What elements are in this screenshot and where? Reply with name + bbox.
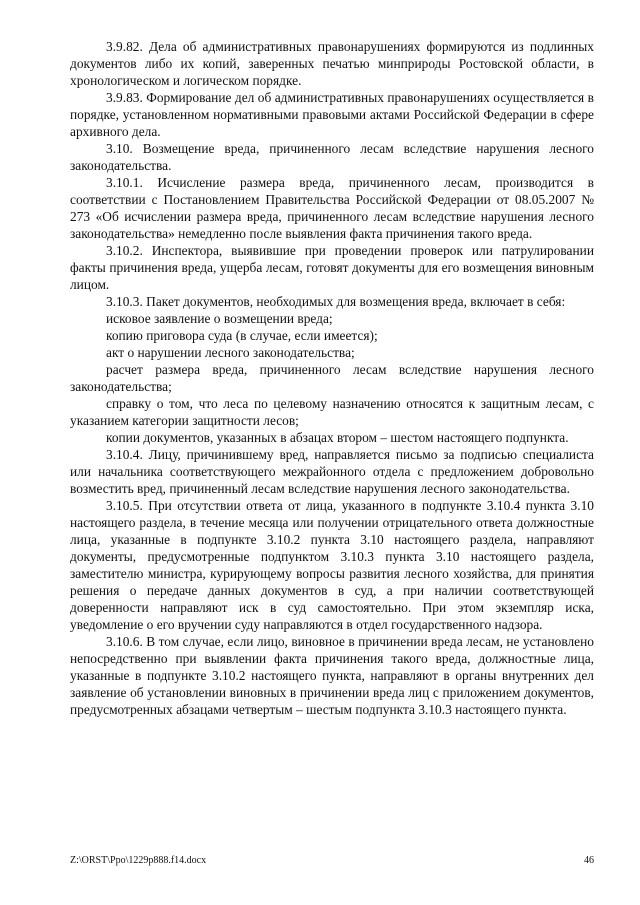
document-body	[70, 38, 594, 718]
footer-file-path: Z:\ORST\Ppo\1229p888.f14.docx	[70, 855, 207, 866]
paragraph-3-10-2: 3.10.2. Инспектора, выявившие при проведении проверок или патрулировании факты причинения вреда, ущерба лесам, готовят документы для его возмещения виновным лицом.	[70, 243, 594, 292]
paragraph-3-10-5: 3.10.5. При отсутствии ответа от лица, указанного в подпункте 3.10.4 пункта 3.10 настоящего раздела, в течение месяца или получении отрицательного ответа должностные лица, указанные в подпункте 3.10.2 пункта 3.10 настоящего раздела, направляют документы, предусмотренные подпунктом 3.10.3 пункта 3.10 настоящего раздела, заместителю министра, курирующему вопросы развития лесного хозяйства, для принятия решения о передаче данных документов в суд, а при наличии соответствующей доверенности направляют иск в суд самостоятельно. При этом экземпляр иска, уведомление о его вручении суду направляются в отдел государственного надзора.	[70, 498, 594, 632]
list-item: исковое заявление о возмещении вреда;	[106, 311, 333, 326]
list-item: справку о том, что леса по целевому назначению относятся к защитным лесам, с указанием категории защитности лесов;	[70, 396, 594, 428]
paragraph-3-10-4: 3.10.4. Лицу, причинившему вред, направляется письмо за подписью специалиста или начальника соответствующего межрайонного отдела с предложением добровольно возместить вред, причиненный лесам вследствие нарушения лесного законодательства.	[70, 447, 594, 496]
paragraph-3-10-1: 3.10.1. Исчисление размера вреда, причиненного лесам, производится в соответствии с Постановлением Правительства Российской Федерации от 08.05.2007 № 273 «Об исчислении размера вреда, причиненного лесам вследствие нарушения лесного законодательства» немедленно после выявления факта причинения такого вреда.	[70, 175, 594, 241]
list-item: расчет размера вреда, причиненного лесам вследствие нарушения лесного законодательства;	[70, 362, 594, 394]
section-heading-3-10: 3.10. Возмещение вреда, причиненного лесам вследствие нарушения лесного законодательства.	[70, 141, 594, 173]
paragraph-3-9-83: 3.9.83. Формирование дел об административных правонарушениях осуществляется в порядке, установленном нормативными правовыми актами Российской Федерации в сфере архивного дела.	[70, 90, 594, 139]
list-item: акт о нарушении лесного законодательства;	[106, 345, 355, 360]
page-number: 46	[584, 855, 594, 866]
paragraph-3-10-6: 3.10.6. В том случае, если лицо, виновное в причинении вреда лесам, не установлено непосредственно при выявлении факта причинения такого вреда, должностные лица, указанные в подпункте 3.10.2 настоящего пункта, направляют в органы внутренних дел заявление об установлении виновных в причинении вреда лиц с приложением документов, предусмотренных абзацами четвертым – шестым подпункта 3.10.3 настоящего пункта.	[70, 634, 594, 717]
paragraph-3-9-82: 3.9.82. Дела об административных правонарушениях формируются из подлинных документов либо их копий, заверенных печатью минприроды Ростовской области, в хронологическом и логическом порядке.	[70, 39, 594, 88]
paragraph-3-10-3: 3.10.3. Пакет документов, необходимых для возмещения вреда, включает в себя:	[106, 294, 566, 309]
list-item: копию приговора суда (в случае, если имеется);	[106, 328, 378, 343]
page-footer	[70, 855, 594, 866]
list-item: копии документов, указанных в абзацах втором – шестом настоящего подпункта.	[106, 430, 569, 445]
